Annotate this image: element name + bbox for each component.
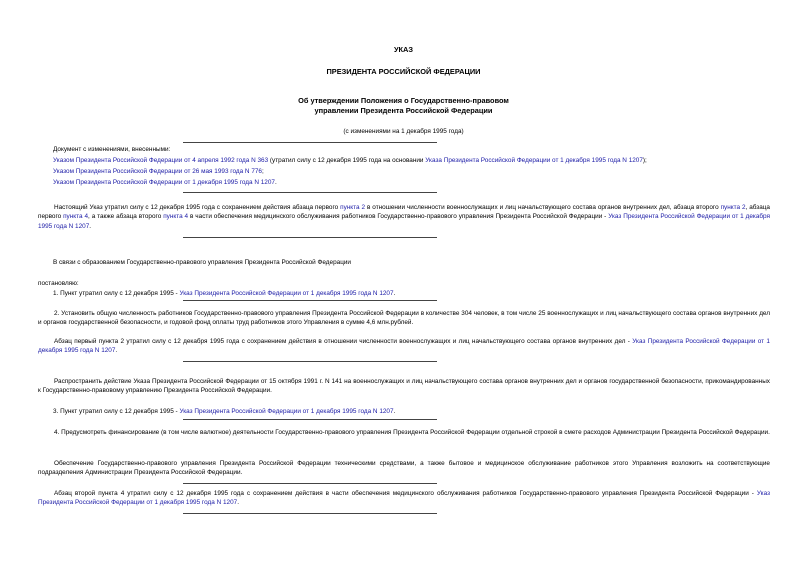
point-4-support: Обеспечение Государственно-правового управления Президента Российской Федерации техническими средствами, а также бытовое и медицинское обслуживание работников этого Управления возложить на соответствующие подразделения Администрации Президента Российской Федерации. (38, 460, 770, 477)
doc-issuer: ПРЕЗИДЕНТА РОССИЙСКОЙ ФЕДЕРАЦИИ (326, 67, 481, 76)
point-text: 1. Пункт утратил силу с 12 декабря 1995 - (53, 290, 180, 297)
decree-word: постановляю: (38, 280, 79, 287)
point-text: Абзац первый пункта 2 утратил силу с 12 декабря 1995 года с сохранением действия в отношении численности военнослужащих и лиц начальствующего состава органов внутренних дел - (54, 338, 633, 345)
point-4-note (38, 489, 770, 508)
point-1 (53, 289, 773, 298)
point-link[interactable]: Указ Президента Российской Федерации от 1 декабря 1995 года N 1207 (179, 290, 394, 297)
point-text: . (115, 347, 118, 355)
point-3 (53, 407, 773, 416)
amendment-text: ); (642, 157, 647, 164)
point-2: 2. Установить общую численность работников Государственно-правового управления Президента Российской Федерации в количестве 304 человек, в том числе 25 военнослужащих и лиц начальствующего состава органов внутренних дел и органов государственной безопасности, и годовой фонд оплаты труд работников этого Управления в сумме 4,6 млн.рублей. (38, 310, 770, 327)
amendment-item (53, 156, 773, 165)
doc-title: УКАЗ (393, 45, 414, 54)
point-link[interactable]: Указ Президента Российской Федерации от 1 декабря 1995 года N 1207 (38, 338, 770, 355)
divider (183, 483, 437, 484)
amendment-link[interactable]: Указом Президента Российской Федерации от 4 апреля 1992 года N 363 (53, 157, 269, 164)
divider (183, 300, 437, 301)
point-link[interactable]: Указ Президента Российской Федерации от 1 декабря 1995 года N 1207 (38, 490, 770, 507)
amendment-item (53, 178, 773, 187)
point-text: 3. Пункт утратил силу с 12 декабря 1995 - (53, 408, 180, 415)
divider (183, 192, 437, 193)
point-text: . (393, 290, 396, 297)
edition-note: (с изменениями на 1 декабря 1995 года) (343, 128, 464, 135)
lost-force-note (38, 203, 770, 231)
point-4: 4. Предусмотреть финансирование (в том числе валютное) деятельности Государственно-правового управления Президента Российской Федерации отдельной строкой в смете расходов Администрации Президента Российской Федерации. (54, 429, 770, 436)
note-link[interactable]: пункта 4 (163, 213, 189, 221)
note-link[interactable]: пункта 2 (340, 204, 366, 211)
doc-subject-line1: Об утверждении Положения о Государственно-правовом (298, 96, 509, 105)
point-text: . (393, 408, 396, 415)
point-2-note (38, 337, 770, 356)
point-text: Абзац второй пункта 4 утратил силу с 12 декабря 1995 года с сохранением действия в части обеспечения медицинского обслуживания работников Государственно-правового управления Президента Российской Федерации - (54, 490, 757, 497)
point-2-extension: Распространить действие Указа Президента Российской Федерации от 15 октября 1991 г. N 141 на военнослужащих и лиц начальствующего состава органов внутренних дел и органов государственной безопасности, прикомандированных к Государственно-правовому управлению Президента Российской Федерации. (38, 378, 770, 395)
divider (183, 419, 437, 420)
amendments-intro: Документ с изменениями, внесенными: (53, 146, 171, 153)
note-text: . (89, 222, 92, 230)
note-text: Настоящий Указ утратил силу с 12 декабря 1995 года с сохранением действия абзаца первого (54, 204, 341, 211)
amendment-link[interactable]: Указом Президента Российской Федерации от 1 декабря 1995 года N 1207 (53, 179, 275, 186)
note-link[interactable]: Указ Президента Российской Федерации от 1 декабря 1995 года N 1207 (38, 213, 771, 230)
preamble: В связи с образованием Государственно-правового управления Президента Российской Федерации (53, 259, 351, 266)
divider (183, 513, 437, 514)
note-text: , а также абзаца второго (88, 213, 164, 221)
note-link[interactable]: пункта 2 (720, 204, 746, 211)
point-link[interactable]: Указ Президента Российской Федерации от 1 декабря 1995 года N 1207 (179, 408, 394, 415)
amendment-text: (утратил силу с 12 декабря 1995 года на основании (268, 157, 426, 164)
amendment-link[interactable]: Указом Президента Российской Федерации от 26 мая 1993 года N 776 (53, 168, 262, 175)
divider (183, 237, 437, 238)
doc-subject-line2: управлении Президента Российской Федерации (314, 106, 493, 115)
divider (183, 361, 437, 362)
amendment-text: ; (262, 168, 264, 175)
note-text: в отношении численности военнослужащих и лиц начальствующего состава органов внутренних дел, абзаца второго (365, 204, 721, 211)
note-link[interactable]: пункта 4 (63, 213, 89, 221)
note-text: , абзаца первого (38, 204, 770, 221)
point-text: . (237, 499, 239, 507)
amendment-item (53, 167, 773, 176)
note-text: в части обеспечения медицинского обслуживания работников Государственно-правового управления Президента Российской Федерации - (188, 213, 609, 221)
amendment-link[interactable]: Указа Президента Российской Федерации от 1 декабря 1995 года N 1207 (425, 157, 643, 164)
divider (183, 142, 437, 143)
amendment-text: . (274, 179, 277, 186)
